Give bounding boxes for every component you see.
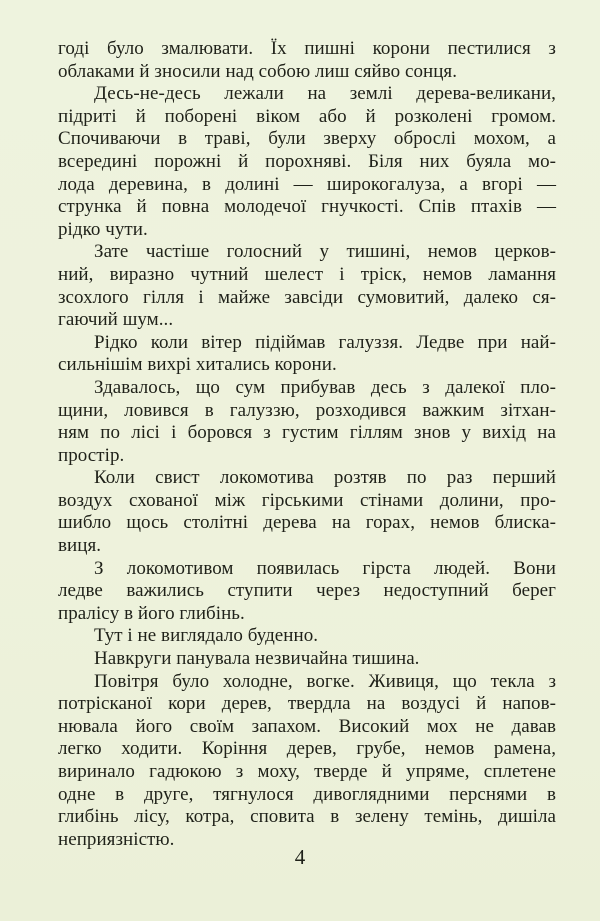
body-text	[58, 38, 556, 851]
text-line: годі було змалювати. Їх пишні корони пестилися з	[58, 38, 556, 59]
text-line: неприязністю.	[58, 828, 175, 850]
text-line: облаками й зносили над собою лиш сяйво сонця.	[58, 60, 458, 82]
text-line: всередині порожні й порохняві. Біля них буяла мо-	[58, 150, 556, 172]
page-number: 4	[294, 845, 306, 869]
text-line: одне в друге, тягнулося дивоглядними перснями в	[58, 783, 556, 805]
text-line: глибінь лісу, котра, сповита в зелену темінь, дишіла	[58, 806, 556, 828]
text-line: Коли свист локомотива розтяв по раз перший	[94, 467, 556, 489]
text-line: праліcу в його глибінь.	[58, 602, 245, 624]
text-line: підриті й поборені віком або й розколені громом.	[58, 105, 556, 127]
text-line: рідко чути.	[58, 218, 148, 240]
text-line: Навкруги панувала незвичайна тишина.	[94, 648, 420, 670]
text-line: нювала його своїм запахом. Високий мох не давав	[58, 715, 556, 737]
text-line: ний, виразно чутний шелест і тріск, немов ламання	[58, 263, 556, 285]
text-line: Зате частіше голосний у тишині, немов церков-	[94, 241, 556, 263]
text-line: струнка й повна молодечої гнучкості. Спів птахів —	[58, 196, 556, 218]
text-line: виринало гадюкою з моху, тверде й упряме, сплетене	[58, 761, 556, 782]
text-line: З локомотивом появилась гірста людей. Вони	[94, 557, 556, 579]
text-line: щини, ловився в галуззю, розходився важким зітхан-	[58, 399, 556, 421]
text-line: Рідко коли вітер підіймав галуззя. Ледве при най-	[94, 331, 556, 353]
text-line: сильнішім вихрі хитались корони.	[58, 354, 337, 376]
text-line: ледве важились ступити через недоступний берег	[58, 580, 556, 602]
text-line: легко ходити. Коріння дерев, грубе, немов рамена,	[58, 738, 556, 760]
text-line: воздух схованої між гірськими стінами долини, про-	[58, 489, 556, 511]
text-line: Десь-не-десь лежали на землі дерева-великани,	[94, 83, 556, 105]
text-line: ням по лісі і боровся з густим гіллям знов у вихід на	[58, 422, 556, 444]
text-line: Тут і не виглядало буденно.	[94, 625, 319, 647]
text-line: гаючий шум...	[58, 309, 174, 331]
text-line: шибло щось столітні дерева на горах, немов блиска-	[58, 512, 556, 534]
text-line: виця.	[58, 535, 102, 557]
text-line: Повітря було холодне, вогке. Живиця, що текла з	[94, 670, 556, 692]
text-line: зсохлого гілля і майже завсіди сумовитий, далеко ся-	[58, 286, 556, 308]
text-line: Здавалось, що сум прибував десь з далекої пло-	[94, 376, 556, 398]
text-line: Спочиваючи в траві, були зверху оброслі мохом, а	[58, 128, 556, 150]
text-line: лода деревина, в долині — широкогалуза, а вгорі —	[58, 173, 556, 195]
text-line: потрісканої кори дерев, твердла на воздусі й напов-	[58, 693, 556, 715]
text-line: простір.	[58, 444, 125, 466]
